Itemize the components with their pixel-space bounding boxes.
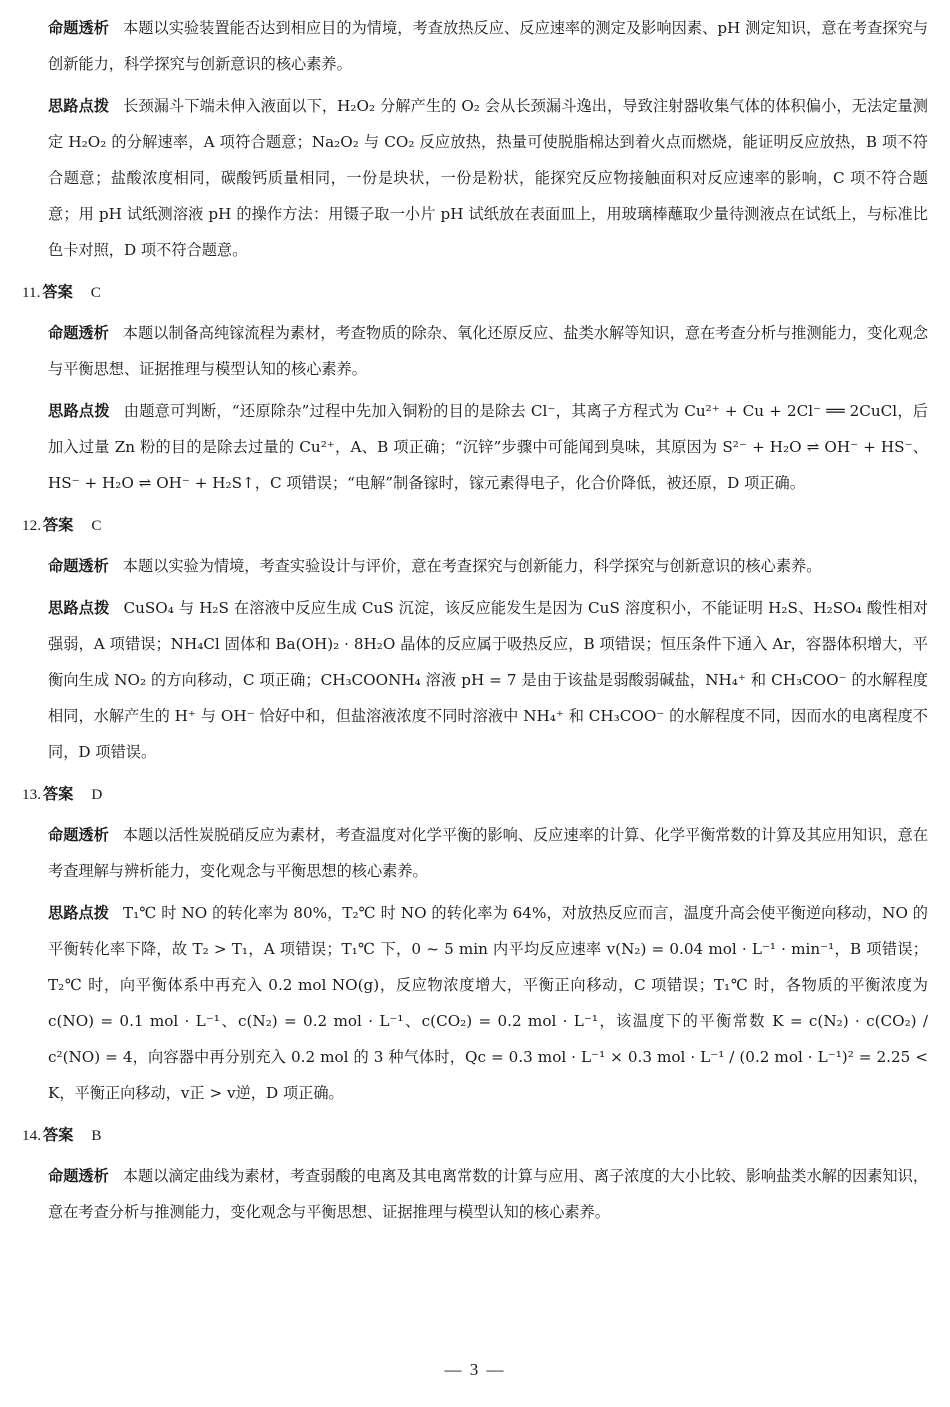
hint-label: 思路点拨	[48, 402, 110, 420]
analysis-label: 命题透析	[48, 557, 109, 575]
q14-header	[22, 1117, 928, 1154]
analysis-text: 本题以制备高纯镓流程为素材，考查物质的除杂、氧化还原反应、盐类水解等知识，意在考查分析与推测能力，变化观念与平衡思想、证据推理与模型认知的核心素养。	[48, 324, 929, 378]
answer-label: 答案	[42, 1126, 74, 1144]
question-number: 13.	[22, 786, 41, 803]
q11-hint	[22, 393, 928, 501]
answer-label: 答案	[42, 283, 73, 301]
hint-text: 由题意可判断，“还原除杂”过程中先加入铜粉的目的是除去 Cl⁻，其离子方程式为 Cu²⁺ + Cu + 2Cl⁻ ══ 2CuCl，后加入过量 Zn 粉的目的是除去过量的 Cu²⁺，A、B 项正确；“沉锌”步骤中可能闻到臭味，其原因为 S²⁻ + H₂O ⇌ OH⁻ + HS⁻、HS⁻ + H₂O ⇌ OH⁻ + H₂S↑，C 项错误；“电解”制备镓时，镓元素得电子，化合价降低，被还原，D 项正确。	[48, 402, 928, 492]
analysis-label: 命题透析	[48, 324, 109, 342]
hint-text: CuSO₄ 与 H₂S 在溶液中反应生成 CuS 沉淀，该反应能发生是因为 CuS 溶度积小，不能证明 H₂S、H₂SO₄ 酸性相对强弱，A 项错误；NH₄Cl 固体和 Ba(OH)₂ · 8H₂O 晶体的反应属于吸热反应，B 项错误；恒压条件下通入 Ar，容器体积增大，平衡向生成 NO₂ 的方向移动，C 项正确；CH₃COONH₄ 溶液 pH = 7 是由于该盐是弱酸弱碱盐，NH₄⁺ 和 CH₃COO⁻ 的水解程度相同，水解产生的 H⁺ 与 OH⁻ 恰好中和，但盐溶液浓度不同时溶液中 NH₄⁺ 和 CH₃COO⁻ 的水解程度不同，因而水的电离程度不同，D 项错误。	[48, 599, 928, 761]
analysis-label: 命题透析	[48, 826, 109, 844]
hint-text: 长颈漏斗下端未伸入液面以下，H₂O₂ 分解产生的 O₂ 会从长颈漏斗逸出，导致注射器收集气体的体积偏小，无法定量测定 H₂O₂ 的分解速率，A 项符合题意；Na₂O₂ 与 CO₂ 反应放热，热量可使脱脂棉达到着火点而燃烧，能证明反应放热，B 项不符合题意；盐酸浓度相同，碳酸钙质量相同，一份是块状，一份是粉状，能探究反应物接触面积对反应速率的影响，C 项不符合题意；用 pH 试纸测溶液 pH 的操作方法：用镊子取一小片 pH 试纸放在表面皿上，用玻璃棒蘸取少量待测液点在试纸上，与标准比色卡对照，D 项不符合题意。	[48, 97, 928, 259]
analysis-text: 本题以实验为情境，考查实验设计与评价，意在考查探究与创新能力，科学探究与创新意识的核心素养。	[122, 557, 822, 575]
q13-analysis	[22, 817, 928, 889]
hint-label: 思路点拨	[48, 97, 110, 115]
document-page	[22, 10, 928, 1236]
q10-hint	[22, 88, 928, 268]
question-number: 12.	[22, 517, 41, 534]
answer-value: D	[91, 786, 103, 803]
q13-hint	[22, 895, 928, 1111]
answer-label: 答案	[42, 516, 74, 534]
q11-analysis	[22, 315, 928, 387]
answer-label: 答案	[42, 785, 74, 803]
q14-analysis	[22, 1158, 928, 1230]
answer-value: C	[91, 517, 102, 534]
q12-hint	[22, 590, 928, 770]
q13-header	[22, 776, 928, 813]
question-number: 11.	[22, 284, 41, 301]
q10-analysis	[22, 10, 928, 82]
analysis-text: 本题以实验装置能否达到相应目的为情境，考查放热反应、反应速率的测定及影响因素、pH 测定知识，意在考查探究与创新能力，科学探究与创新意识的核心素养。	[48, 19, 929, 73]
q12-header	[22, 507, 928, 544]
q12-analysis	[22, 548, 928, 584]
page-number: — 3 —	[444, 1360, 506, 1379]
answer-value: B	[91, 1127, 102, 1144]
question-number: 14.	[22, 1127, 41, 1144]
analysis-text: 本题以活性炭脱硝反应为素材，考查温度对化学平衡的影响、反应速率的计算、化学平衡常数的计算及其应用知识，意在考查理解与辨析能力，变化观念与平衡思想的核心素养。	[48, 826, 929, 880]
answer-value: C	[90, 284, 101, 301]
hint-label: 思路点拨	[48, 904, 110, 922]
q11-header	[22, 274, 928, 311]
analysis-label: 命题透析	[48, 1167, 109, 1185]
hint-label: 思路点拨	[48, 599, 110, 617]
analysis-text: 本题以滴定曲线为素材，考查弱酸的电离及其电离常数的计算与应用、离子浓度的大小比较、影响盐类水解的因素知识，意在考查分析与推测能力，变化观念与平衡思想、证据推理与模型认知的核心素养。	[48, 1167, 929, 1221]
hint-text: T₁℃ 时 NO 的转化率为 80%，T₂℃ 时 NO 的转化率为 64%，对放热反应而言，温度升高会使平衡逆向移动，NO 的平衡转化率下降，故 T₂ > T₁，A 项错误；T₁℃ 下，0 ~ 5 min 内平均反应速率 v(N₂) = 0.04 mol · L⁻¹ · min⁻¹，B 项错误；T₂℃ 时，向平衡体系中再充入 0.2 mol NO(g)，反应物浓度增大，平衡正向移动，C 项错误；T₁℃ 时，各物质的平衡浓度为 c(NO) = 0.1 mol · L⁻¹、c(N₂) = 0.2 mol · L⁻¹、c(CO₂) = 0.2 mol · L⁻¹，该温度下的平衡常数 K = c(N₂) · c(CO₂) / c²(NO) = 4，向容器中再分别充入 0.2 mol 的 3 种气体时，Qc = 0.3 mol · L⁻¹ × 0.3 mol · L⁻¹ / (0.2 mol · L⁻¹)² = 2.25 < K，平衡正向移动，v正 > v逆，D 项正确。	[48, 904, 928, 1102]
analysis-label: 命题透析	[48, 19, 109, 37]
